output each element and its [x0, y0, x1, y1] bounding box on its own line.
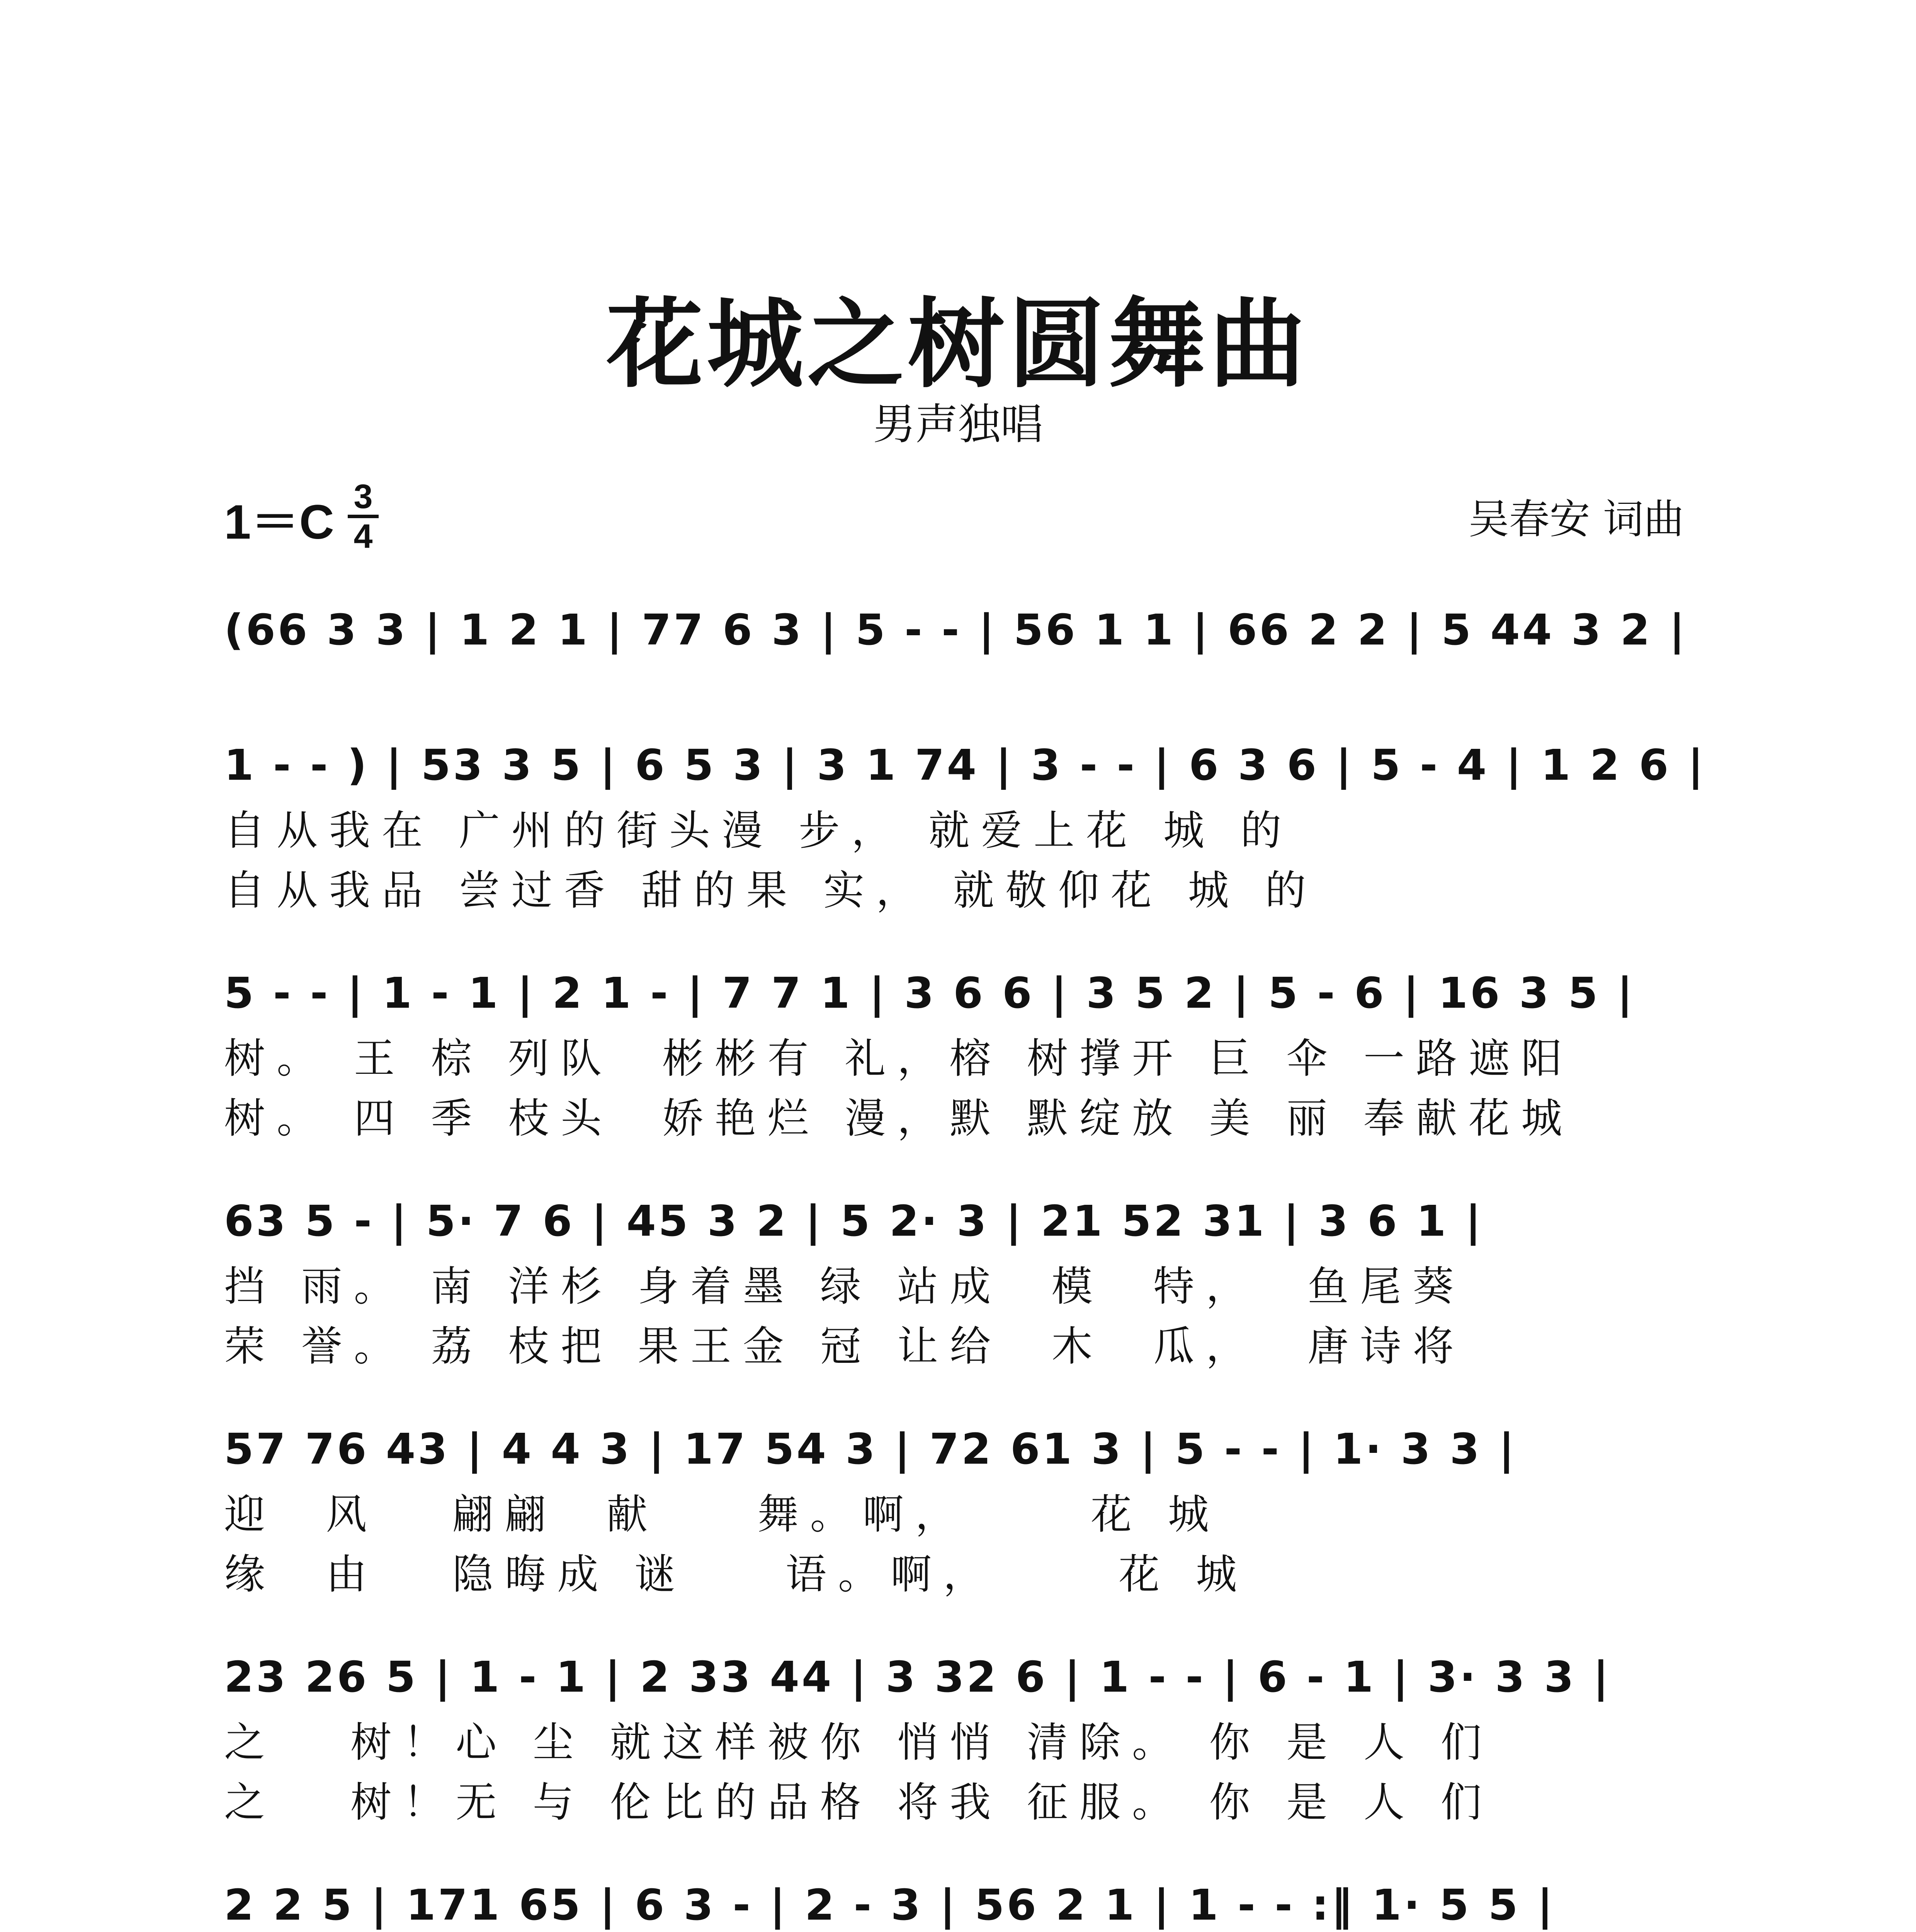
meter-bottom: 4 [354, 517, 373, 555]
meter-top: 3 [348, 478, 379, 518]
lyric-line: 树。 四 季 枝头 娇艳烂 漫，默 默绽放 美 丽 奉献花城 [224, 1095, 1574, 1142]
lyric-line: 之 树！无 与 伦比的品格 将我 征服。 你 是 人 们 [224, 1779, 1493, 1826]
lyric-line: 自从我品 尝过香 甜的果 实， 就敬仰花 城 的 [224, 867, 1318, 914]
lyric-line: 自从我在 广州的街头漫 步， 就爱上花 城 的 [224, 807, 1293, 854]
lyric-line: 荣 誉。 荔 枝把 果王金 冠 让给 木 瓜， 唐诗将 [224, 1323, 1465, 1370]
time-signature [348, 478, 379, 554]
score-line-notes: 1 - - ) | 53 3 5 | 6 5 3 | 3 1 74 | 3 - - | 6 3 6 | 5 - 4 | 1 2 6 | [224, 740, 1706, 790]
page-title: 花城之树圆舞曲 [606, 287, 1310, 401]
lyric-line: 挡 雨。 南 洋杉 身着墨 绿 站成 模 特， 鱼尾葵 [224, 1263, 1465, 1310]
composer-credit: 吴春安 词曲 [1468, 496, 1684, 543]
lyric-line: 树。 王 棕 列队 彬彬有 礼，榕 树撑开 巨 伞 一路遮阳 [224, 1035, 1574, 1082]
lyric-line: 之 树！心 尘 就这样被你 悄悄 清除。 你 是 人 们 [224, 1719, 1493, 1766]
score-line-notes: 23 26 5 | 1 - 1 | 2 33 44 | 3 32 6 | 1 - - | 6 - 1 | 3· 3 3 | [224, 1652, 1611, 1702]
score-line-notes: 63 5 - | 5· 7 6 | 45 3 2 | 5 2· 3 | 21 52 31 | 3 6 1 | [224, 1196, 1483, 1246]
score-line-notes: (66 3 3 | 1 2 1 | 77 6 3 | 5 - - | 56 1 1 | 66 2 2 | 5 44 3 2 | [224, 605, 1687, 655]
score-line-notes: 57 76 43 | 4 4 3 | 17 54 3 | 72 61 3 | 5 - - | 1· 3 3 | [224, 1424, 1517, 1474]
subtitle: 男声独唱 [873, 400, 1043, 449]
score-line-notes: 2 2 5 | 171 65 | 6 3 - | 2 - 3 | 56 2 1 | 1 - - :‖ 1· 5 5 | [224, 1880, 1555, 1930]
lyric-line: 缘 由 隐晦成 谜 语。啊， 花 城 [224, 1551, 1249, 1598]
key-signature: 1＝C [224, 495, 334, 549]
lyric-line: 迎 风 翩翩 献 舞。啊， 花 城 [224, 1491, 1221, 1538]
score-line-notes: 5 - - | 1 - 1 | 2 1 - | 7 7 1 | 3 6 6 | 3 5 2 | 5 - 6 | 16 3 5 | [224, 968, 1635, 1018]
